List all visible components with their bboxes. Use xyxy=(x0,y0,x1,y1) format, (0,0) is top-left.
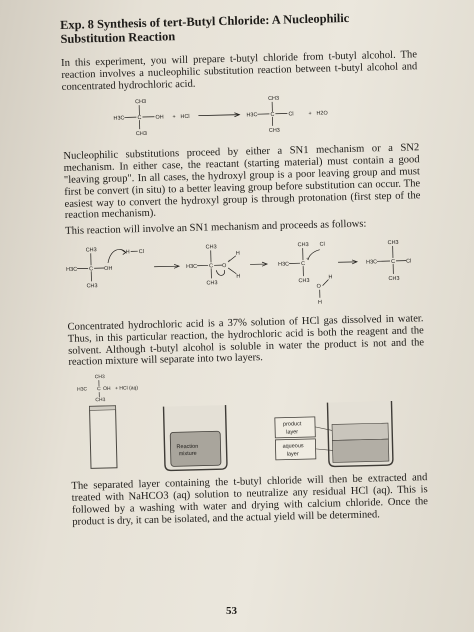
sn1-intro-line: This reaction will involve an SN1 mechanism and proceeds as follows: xyxy=(65,218,367,238)
svg-text:+: + xyxy=(227,257,231,263)
mech-h-a: H xyxy=(125,249,130,256)
mech-cl-c: Cl xyxy=(319,241,325,248)
mech-ch3-d: CH3 xyxy=(387,239,399,247)
svg-text:C: C xyxy=(137,115,142,122)
svg-text:C: C xyxy=(97,386,101,393)
mech-ch3-b2: CH3 xyxy=(206,280,218,287)
mech-ch3-b: CH3 xyxy=(205,244,217,251)
sn1-mechanism-diagram xyxy=(66,235,424,318)
aqueous-layer-label-2: layer xyxy=(286,451,299,458)
eq-h2o: H2O xyxy=(316,110,328,118)
app-ch3-b: CH3 xyxy=(95,397,106,404)
app-oh: OH xyxy=(103,386,111,393)
app-ch3: CH3 xyxy=(94,374,105,381)
svg-text:C: C xyxy=(209,263,214,270)
eq-oh: OH xyxy=(155,114,164,122)
app-reagent-label: + HCl (aq) xyxy=(115,385,139,392)
page-number: 53 xyxy=(226,605,237,617)
reaction-equation xyxy=(102,90,383,147)
beaker-label-2: mixture xyxy=(178,450,197,458)
mech-h-c1: H xyxy=(317,299,323,306)
separation-paragraph: The separated layer containing the t-butyl chloride will then be extracted and treated with NaHCO3 (aq) solution to neutralize any residual HCl (aq). This is followed by a washing with water and drying with calcium chloride. Once the product is dry, it can be isolated, and the actual yield will be determined. xyxy=(71,472,429,528)
mech-oh-a: OH xyxy=(104,265,113,272)
svg-text:C: C xyxy=(89,266,94,273)
svg-text:C: C xyxy=(270,112,275,119)
mech-ch3-c2: CH3 xyxy=(298,277,310,285)
sn-mechanism-paragraph: Nucleophilic substitutions proceed by either a SN1 mechanism or a SN2 mechanism. In either case, the reactant (starting material) must contain a good "leaving group". In all cases, the hydroxyl group is a poor leaving group and must first be convert (in situ) to a better leaving group before substitution can occur. The easiest way to convert the hydroxyl group is through protonation (first step of the reaction mechanism). xyxy=(63,142,421,222)
eq-ch3-top: CH3 xyxy=(135,99,147,106)
mech-cl-a: Cl xyxy=(138,248,145,256)
svg-text:O: O xyxy=(316,283,321,290)
mech-cl-d: Cl xyxy=(405,258,412,265)
eq-prod-ch3-bottom: CH3 xyxy=(268,128,280,135)
app-h3c: H3C xyxy=(77,386,88,393)
mech-h3c-b: H3C xyxy=(186,263,198,270)
eq-plus-2: + xyxy=(308,111,312,118)
eq-prod-h3c: H3C xyxy=(246,112,258,119)
svg-text:C: C xyxy=(390,258,396,265)
svg-text:C: C xyxy=(301,261,306,268)
aqueous-layer-label-1: aqueous xyxy=(282,443,304,450)
eq-h3c: H3C xyxy=(113,115,125,123)
product-layer-label-1: product xyxy=(282,421,302,428)
mech-h3c-a: H3C xyxy=(66,266,78,273)
eq-ch3-bottom: CH3 xyxy=(135,131,147,138)
mech-h-b2: H xyxy=(236,273,241,280)
beaker-label-1: Reaction xyxy=(176,443,199,451)
mech-ch3-a: CH3 xyxy=(85,247,97,254)
mech-ch3-d2: CH3 xyxy=(388,275,400,283)
mech-ch3-c: CH3 xyxy=(297,241,309,249)
svg-text:O: O xyxy=(222,262,227,270)
intro-paragraph: In this experiment, you will prepare t-butyl chloride from t-butyl alcohol. The reaction involves a nucleophilic substitution reaction between t-butyl alcohol and concentrated hydrochloric acid. xyxy=(60,49,418,93)
mech-h-b1: H xyxy=(235,250,240,257)
eq-prod-ch3-top: CH3 xyxy=(267,96,280,103)
svg-text:+: + xyxy=(305,255,309,262)
mech-ch3-a2: CH3 xyxy=(86,283,98,290)
mech-h-c2: H xyxy=(328,274,333,281)
eq-plus-1: + xyxy=(172,114,176,121)
apparatus-figure xyxy=(69,364,427,477)
page-title: Exp. 8 Synthesis of tert-Butyl Chloride: A Nucleophilic Substitution Reaction xyxy=(60,10,350,46)
hcl-paragraph: Concentrated hydrochloric acid is a 37% solution of HCl gas dissolved in water. Thus, in this particular reaction, the hydrochloric acid is both the reagent and the solvent. Although t-butyl alcohol is soluble in water the product is not and the reaction mixture will separate into two layers. xyxy=(67,313,425,369)
eq-hcl: HCl xyxy=(180,114,190,121)
page-content xyxy=(60,9,428,528)
product-layer-label-2: layer xyxy=(286,429,299,436)
eq-cl: Cl xyxy=(288,111,294,118)
mech-h3c-d: H3C xyxy=(365,259,378,266)
mech-h3c-c: H3C xyxy=(278,261,290,268)
